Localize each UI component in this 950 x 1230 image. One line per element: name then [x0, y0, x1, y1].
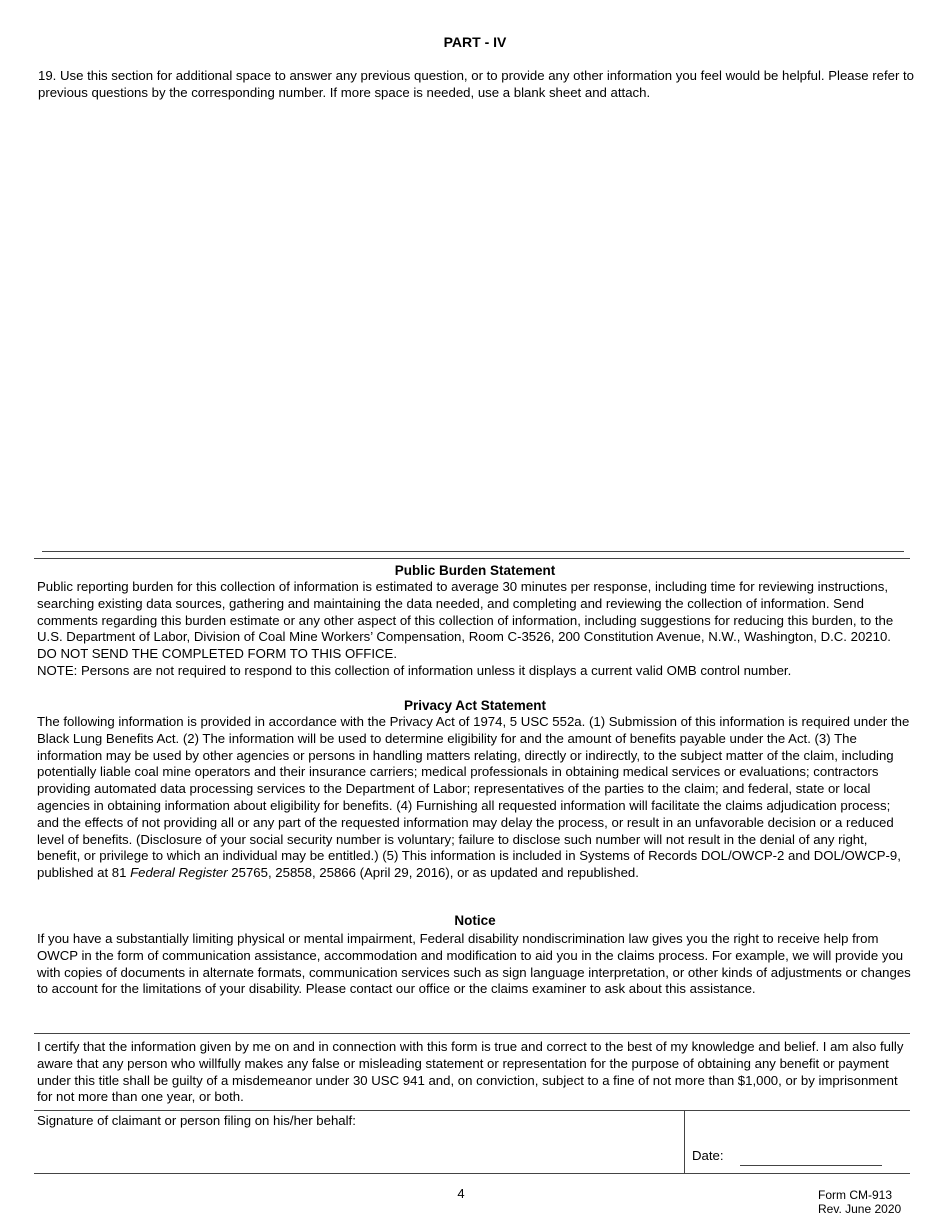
question-19-instructions: 19. Use this section for additional space to answer any previous question, or to provide any other information you feel would be helpful. Please refer to previous questions by the corresponding number. If more space is needed, use a blank sheet and attach. — [38, 68, 915, 100]
part-title: PART - IV — [443, 34, 507, 50]
divider — [34, 558, 910, 559]
signature-date-divider — [684, 1110, 685, 1173]
public-burden-body — [37, 579, 912, 680]
divider — [34, 1173, 910, 1174]
privacy-act-text-2: 25765, 25858, 25866 (April 29, 2016), or as updated and republished. — [227, 865, 639, 881]
answer-area[interactable] — [38, 108, 908, 544]
certification-text: I certify that the information given by me on and in connection with this form is true and correct to the best of my knowledge and belief. I am also fully aware that any person who willfully makes any false or misleading statement or representation for the purpose of obtaining any benefit or payment under this title shall be guilty of a misdemeanor under 30 USC 941 and, on conviction, subject to a fine of not more than $1,000, or by imprisonment for not more than one year, or both. — [37, 1039, 904, 1105]
divider — [34, 1033, 910, 1034]
notice-body: If you have a substantially limiting physical or mental impairment, Federal disability nondiscrimination law gives you the right to receive help from OWCP in the form of communication assistance, accommodation and modification to aid you in the claims process. For example, we will provide you with copies of documents in alternate formats, communication services such as sign language interpretation, or other kinds of adjustments or changes to account for the limitations of your disability. Please contact our office or the claims examiner to ask about this assistance. — [37, 931, 911, 997]
form-number: Form CM-913 — [818, 1188, 893, 1202]
notice-title: Notice — [454, 913, 496, 928]
privacy-act-title: Privacy Act Statement — [403, 698, 547, 713]
public-burden-text: Public reporting burden for this collection of information is estimated to average 30 minutes per response, including time for reviewing instructions, searching existing data sources, gathering and maintaining the data needed, and completing and reviewing the collection of information. Send comments regarding this burden estimate or any other aspect of this collection of information, including suggestions for reducing this burden, to the U.S. Department of Labor, Division of Coal Mine Workers’ Compensation, Room C-3526, 200 Constitution Avenue, N.W., Washington, D.C. 20210. DO NOT SEND THE COMPLETED FORM TO THIS OFFICE. — [37, 579, 894, 662]
divider — [34, 1110, 910, 1111]
privacy-act-text-italic: Federal Register — [130, 865, 228, 881]
public-burden-note: NOTE: Persons are not required to respond to this collection of information unless it displays a current valid OMB control number. — [37, 662, 792, 678]
form-identifier — [818, 1188, 901, 1216]
date-label: Date: — [692, 1148, 724, 1163]
divider — [42, 551, 904, 552]
form-revision: Rev. June 2020 — [818, 1202, 902, 1216]
signature-field[interactable]: Signature of claimant or person filing on his/her behalf: — [37, 1113, 356, 1128]
privacy-act-body — [37, 714, 912, 882]
privacy-act-text-1: The following information is provided in accordance with the Privacy Act of 1974, 5 USC 552a. (1) Submission of this information is required under the Black Lung Benefits Act. (2) The information will be used to determine eligibility for and the amount of benefits payable under the Act. (3) The information may be used by other agencies or persons in handling matters relating, directly or indirectly, to the subject matter of the claim, including potentially liable coal mine operators and their insurance carriers; medical professionals in obtaining medical services or evaluations; contractors providing automated data processing services to the Department of Labor; representatives of the parties to the claim; and federal, state or local agencies in obtaining information about eligibility for benefits. (4) Furnishing all requested information will facilitate the claims adjudication process; and the effects of not providing all or any part of the requested information may delay the process, or result in an unfavorable decision or a reduced level of benefits. (Disclosure of your social security number is voluntary; failure to disclose such number will not result in the denial of any right, benefit, or privilege to which an individual may be entitled.) (5) This information is included in Systems of Records DOL/OWCP-2 and DOL/OWCP-9, published at 81 — [37, 714, 910, 881]
public-burden-title: Public Burden Statement — [394, 563, 556, 578]
page-number: 4 — [457, 1186, 465, 1201]
date-field[interactable] — [740, 1165, 882, 1166]
